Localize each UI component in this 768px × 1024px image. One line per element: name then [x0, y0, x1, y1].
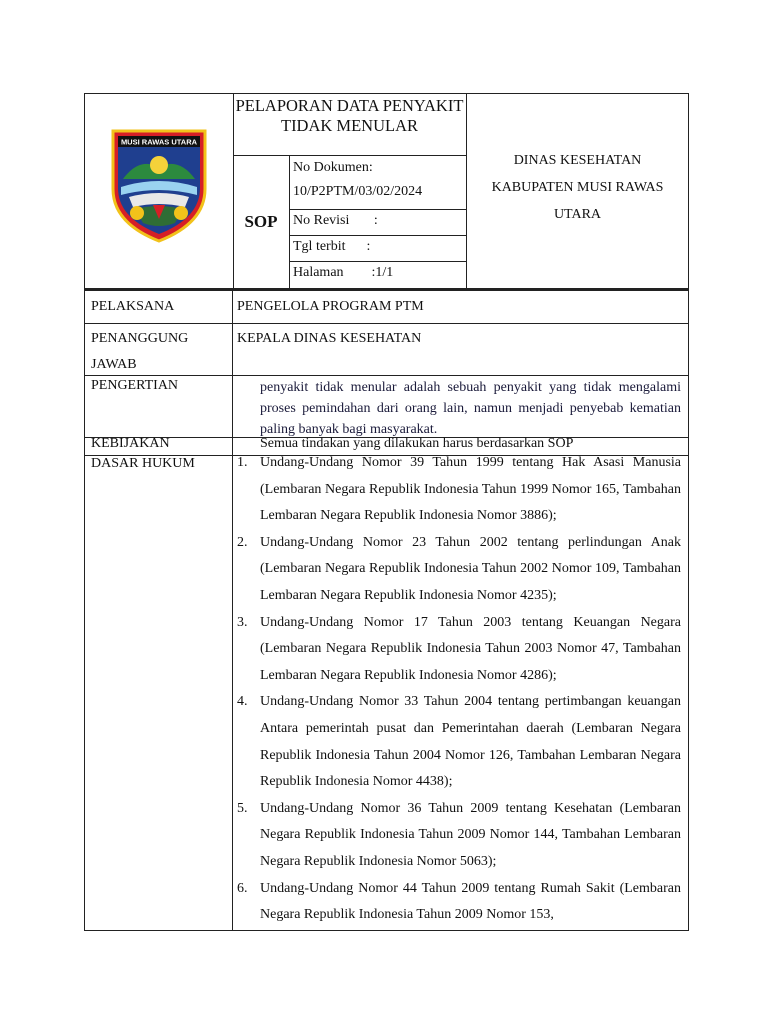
- org-line-2: KABUPATEN MUSI RAWAS: [491, 180, 664, 195]
- organization-cell: [466, 94, 688, 288]
- row-value: KEPALA DINAS KESEHATAN: [237, 331, 422, 346]
- row-penanggung-jawab: [85, 323, 688, 376]
- sop-body-table: [84, 289, 689, 931]
- row-dasar-hukum: [85, 455, 688, 931]
- row-value: penyakit tidak menular adalah sebuah penyakit yang tidak mengalami proses pemindahan dari orang lain, namun menjadi penyebab kematian paling banyak bagi masyarakat.: [260, 380, 681, 437]
- musi-rawas-utara-emblem-icon: [109, 127, 209, 245]
- issue-date-cell: Tgl terbit :: [289, 236, 466, 262]
- logo-cell: [85, 94, 234, 288]
- revision-cell: No Revisi :: [289, 210, 466, 236]
- row-value: PENGELOLA PROGRAM PTM: [237, 299, 424, 314]
- doc-number-cell: [289, 156, 466, 210]
- row-value: Semua tindakan yang dilakukan harus berdasarkan SOP: [260, 436, 574, 451]
- document-title: PELAPORAN DATA PENYAKIT TIDAK MENULAR: [233, 94, 466, 156]
- org-line-3: UTARA: [553, 207, 602, 222]
- row-label: PENGERTIAN: [91, 378, 179, 393]
- list-item: 4. Undang-Undang Nomor 33 Tahun 2004 tentang pertimbangan keuangan Antara pemerintah pusat dan Pemerintahan daerah (Lembaran Negara Republik Indonesia Tahun 2004 Nomor 126, Tambahan Lembaran Negara Republik Indonesia Nomor 4438);: [237, 694, 681, 790]
- row-label: DASAR HUKUM: [91, 456, 195, 471]
- row-label: PELAKSANA: [91, 299, 175, 314]
- org-line-1: DINAS KESEHATAN: [513, 153, 642, 168]
- list-item: 3. Undang-Undang Nomor 17 Tahun 2003 tentang Keuangan Negara (Lembaran Negara Republik Indonesia Tahun 2003 Nomor 47, Tambahan Lembaran Negara Republik Indonesia Nomor 4286);: [237, 614, 681, 683]
- list-item: 6. Undang-Undang Nomor 44 Tahun 2009 tentang Rumah Sakit (Lembaran Negara Republik Indonesia Tahun 2009 Nomor 153,: [237, 880, 681, 923]
- sop-label: SOP: [233, 156, 290, 288]
- list-item: 2. Undang-Undang Nomor 23 Tahun 2002 tentang perlindungan Anak (Lembaran Negara Republik Indonesia Tahun 2002 Nomor 109, Tambahan Lembaran Negara Republik Indonesia Nomor 4235);: [237, 534, 681, 603]
- doc-number-value: 10/P2PTM/03/02/2024: [293, 184, 423, 199]
- legal-basis-list: [237, 450, 681, 929]
- row-label: PENANGGUNG JAWAB: [91, 331, 189, 372]
- row-label: KEBIJAKAN: [91, 436, 170, 451]
- row-pengertian: [85, 375, 688, 438]
- list-item: 1. Undang-Undang Nomor 39 Tahun 1999 tentang Hak Asasi Manusia (Lembaran Negara Republik Indonesia Tahun 1999 Nomor 165, Tambahan Lembaran Negara Republik Indonesia Nomor 3886);: [237, 455, 681, 524]
- row-pelaksana: [85, 291, 688, 324]
- page-cell: Halaman :1/1: [293, 265, 394, 280]
- list-item: 5. Undang-Undang Nomor 36 Tahun 2009 tentang Kesehatan (Lembaran Negara Republik Indonesia Tahun 2009 Nomor 144, Tambahan Lembaran Negara Republik Indonesia Nomor 5063);: [237, 800, 681, 869]
- sop-header-table: [84, 93, 689, 289]
- svg-text:MUSI RAWAS UTARA: MUSI RAWAS UTARA: [120, 137, 198, 147]
- doc-number-label: No Dokumen:: [293, 160, 373, 175]
